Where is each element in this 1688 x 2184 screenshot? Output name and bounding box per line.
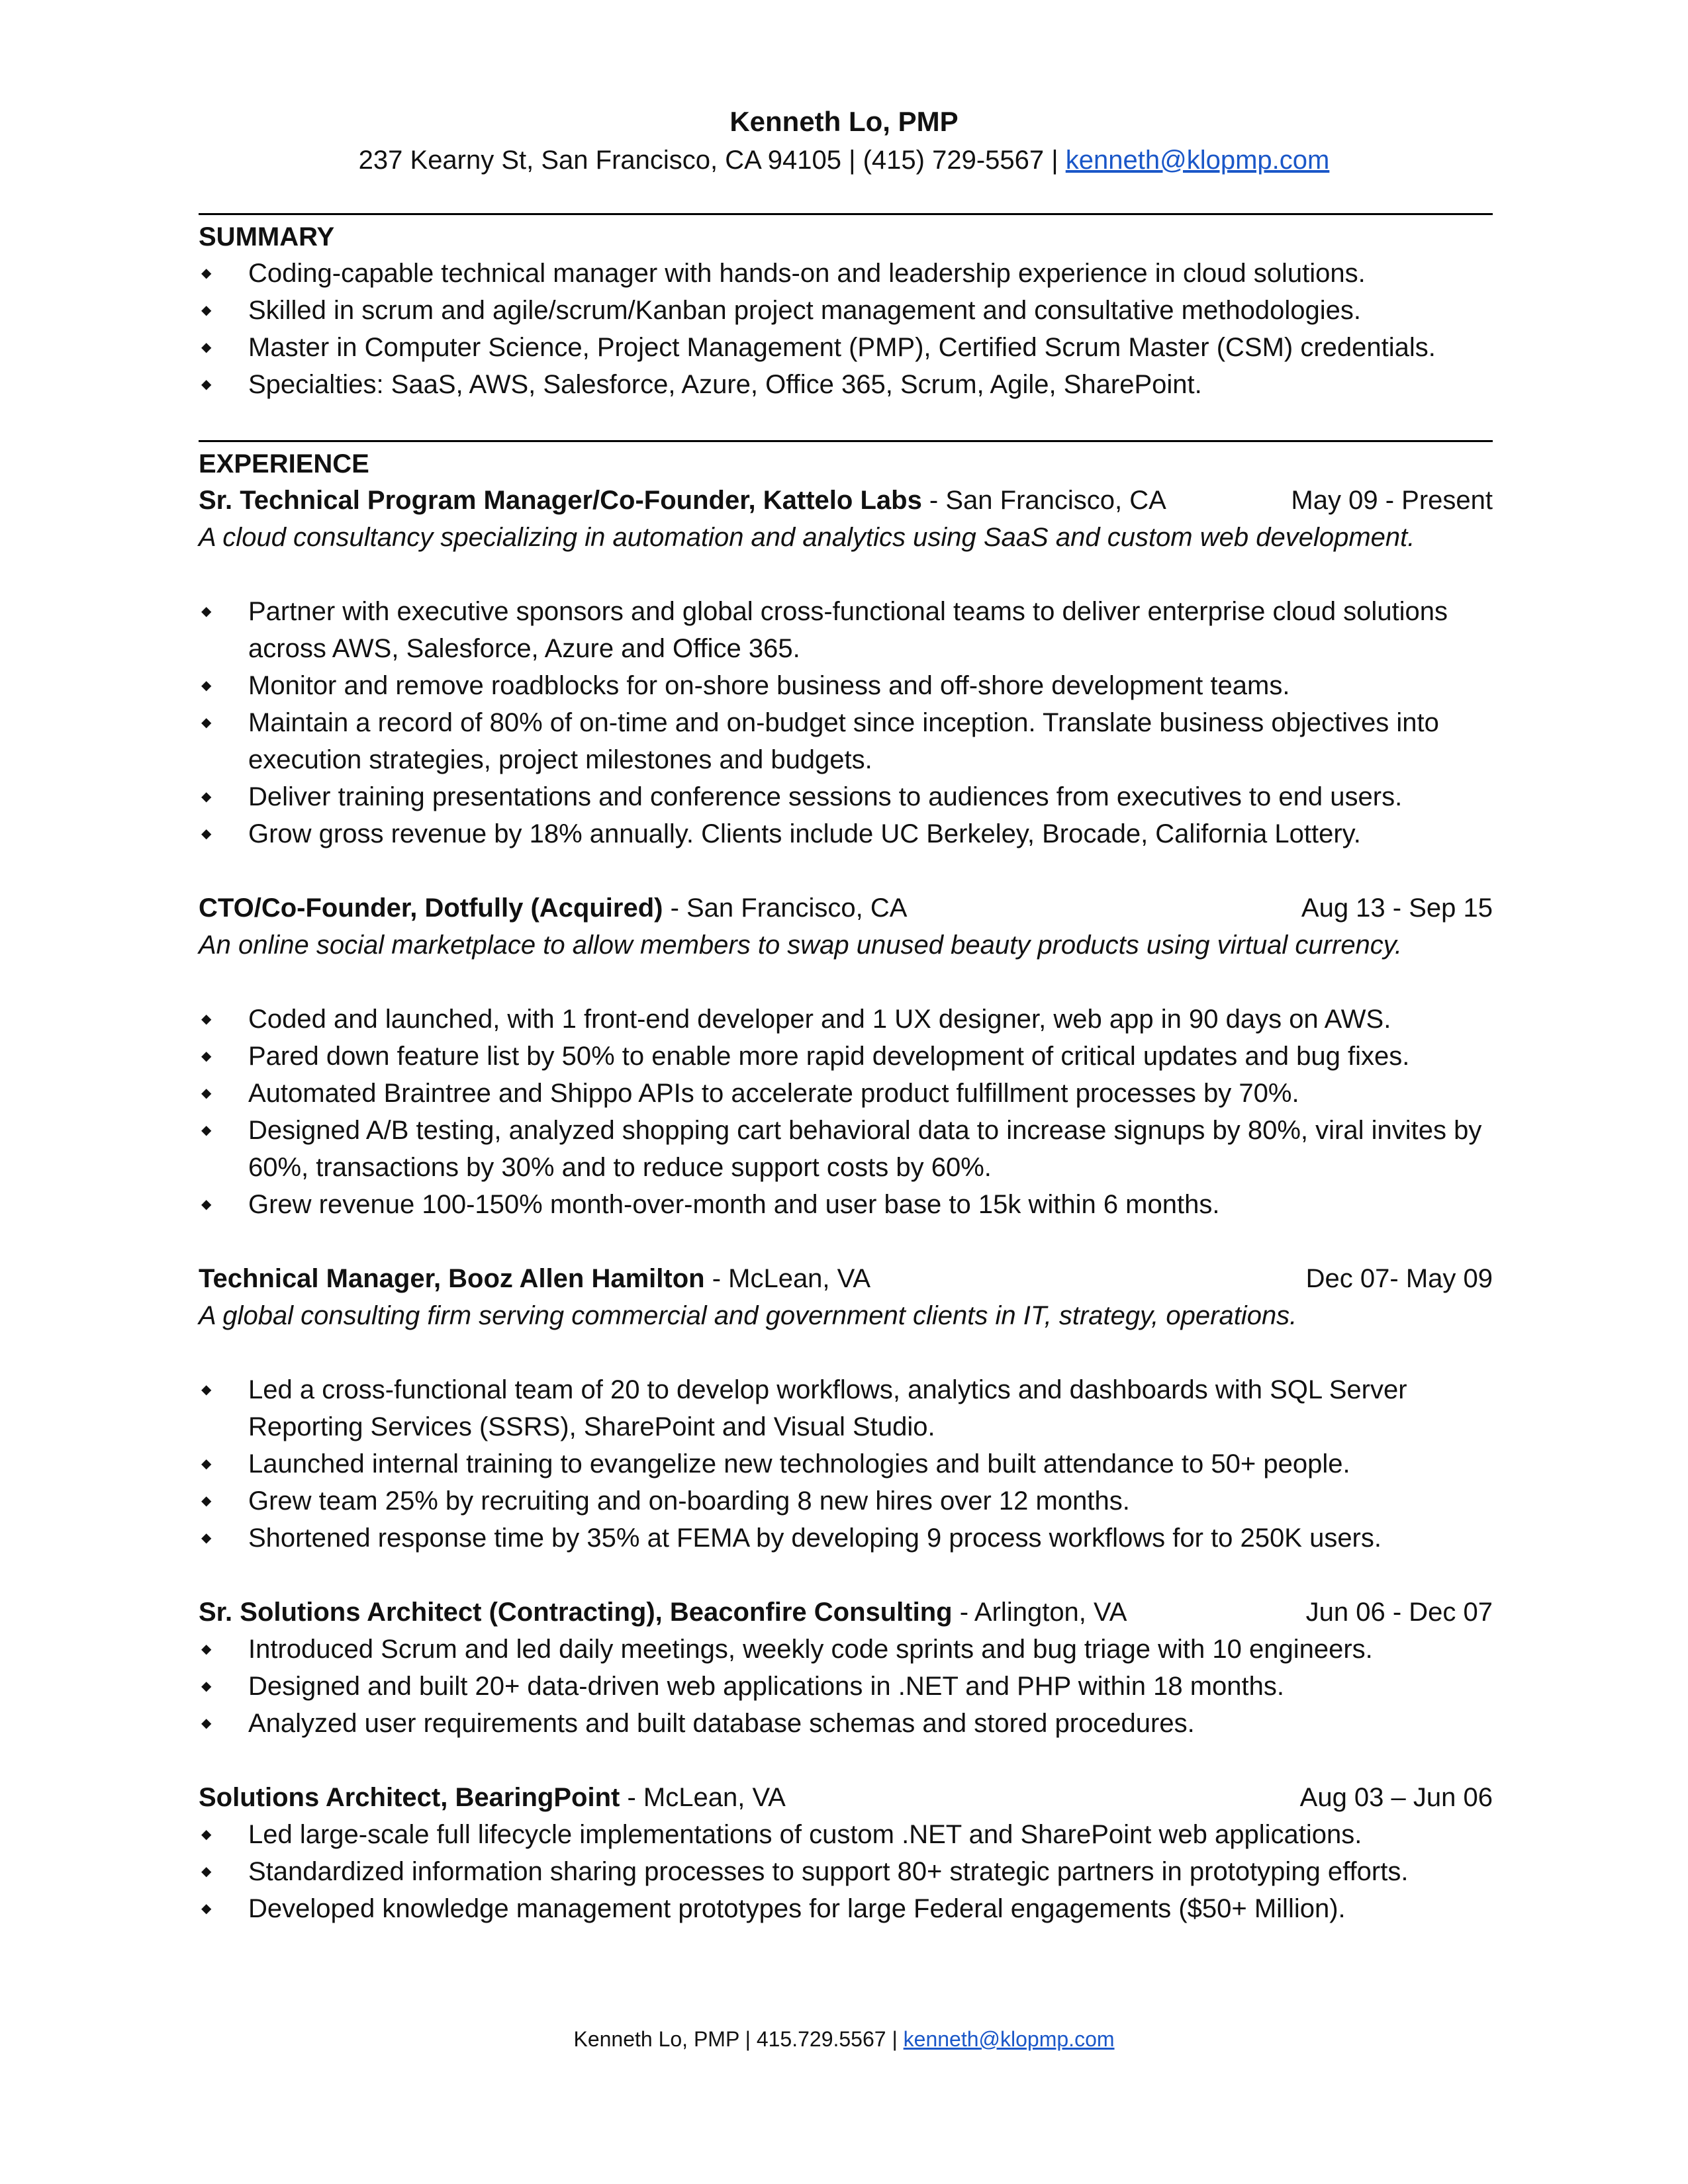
job-location: - San Francisco, CA — [663, 893, 908, 923]
job-dates: Jun 06 - Dec 07 — [1305, 1598, 1493, 1627]
diamond-bullet-icon: ◆ — [201, 678, 212, 693]
experience-title: EXPERIENCE — [199, 449, 369, 478]
job-bullets — [199, 1371, 1493, 1557]
job-bullets — [199, 1631, 1493, 1742]
job-header — [199, 482, 1493, 519]
job-entry — [199, 1260, 1493, 1557]
footer-email-link[interactable]: kenneth@klopmp.com — [903, 2027, 1115, 2051]
diamond-bullet-icon: ◆ — [201, 1679, 212, 1694]
diamond-bullet-icon: ◆ — [201, 1049, 212, 1064]
list-item: ◆ Coded and launched, with 1 front-end developer and 1 UX designer, web app in 90 days on AWS. — [199, 1001, 1493, 1038]
list-item: ◆ Analyzed user requirements and built database schemas and stored procedures. — [199, 1705, 1493, 1742]
job-header — [199, 1594, 1493, 1631]
job-bullets — [199, 1001, 1493, 1223]
diamond-bullet-icon: ◆ — [201, 266, 212, 281]
list-item: ◆ Designed A/B testing, analyzed shopping cart behavioral data to increase signups by 80%, viral invites by 60%, transactions by 30% and to reduce support costs by 60%. — [199, 1112, 1493, 1186]
diamond-bullet-icon: ◆ — [201, 1086, 212, 1101]
list-item: ◆ Designed and built 20+ data-driven web applications in .NET and PHP within 18 months. — [199, 1668, 1493, 1705]
list-item: ◆ Partner with executive sponsors and global cross-functional teams to deliver enterprise cloud solutions across AWS, Salesforce, Azure and Office 365. — [199, 593, 1493, 667]
diamond-bullet-icon: ◆ — [201, 1383, 212, 1397]
job-description: A global consulting firm serving commercial and government clients in IT, strategy, operations. — [199, 1301, 1297, 1330]
diamond-bullet-icon: ◆ — [201, 1864, 212, 1879]
diamond-bullet-icon: ◆ — [201, 1716, 212, 1731]
diamond-bullet-icon: ◆ — [201, 715, 212, 730]
candidate-name: Kenneth Lo, PMP — [729, 106, 959, 137]
footer-text: Kenneth Lo, PMP | 415.729.5567 | — [573, 2027, 904, 2051]
diamond-bullet-icon: ◆ — [201, 604, 212, 619]
job-title: Sr. Technical Program Manager/Co-Founder, Kattelo Labs — [199, 486, 922, 515]
job-title: Solutions Architect, BearingPoint — [199, 1783, 620, 1812]
summary-section — [199, 213, 1493, 403]
list-item: ◆ Skilled in scrum and agile/scrum/Kanban project management and consultative methodologies. — [199, 292, 1493, 329]
job-title: Technical Manager, Booz Allen Hamilton — [199, 1264, 705, 1293]
diamond-bullet-icon: ◆ — [201, 303, 212, 318]
job-entry — [199, 889, 1493, 1223]
list-item: ◆ Developed knowledge management prototypes for large Federal engagements ($50+ Million). — [199, 1890, 1493, 1927]
section-divider — [199, 213, 1493, 215]
job-entry — [199, 482, 1493, 852]
diamond-bullet-icon: ◆ — [201, 340, 212, 355]
diamond-bullet-icon: ◆ — [201, 377, 212, 392]
job-header — [199, 1779, 1493, 1816]
job-location: - Arlington, VA — [952, 1598, 1127, 1627]
summary-title: SUMMARY — [199, 222, 335, 251]
page-footer — [0, 2024, 1688, 2054]
list-item: ◆ Maintain a record of 80% of on-time and on-budget since inception. Translate business objectives into execution strategies, project milestones and budgets. — [199, 704, 1493, 778]
summary-list — [199, 255, 1493, 403]
list-item: ◆ Led a cross-functional team of 20 to develop workflows, analytics and dashboards with SQL Server Reporting Services (SSRS), SharePoint and Visual Studio. — [199, 1371, 1493, 1445]
job-dates: Aug 13 - Sep 15 — [1301, 893, 1493, 923]
list-item: ◆ Led large-scale full lifecycle implementations of custom .NET and SharePoint web applications. — [199, 1816, 1493, 1853]
email-link[interactable]: kenneth@klopmp.com — [1065, 146, 1330, 175]
diamond-bullet-icon: ◆ — [201, 1901, 212, 1916]
diamond-bullet-icon: ◆ — [201, 1531, 212, 1545]
job-dates: Dec 07- May 09 — [1305, 1264, 1493, 1293]
job-location: - San Francisco, CA — [921, 486, 1166, 515]
job-location: - McLean, VA — [704, 1264, 871, 1293]
job-bullets — [199, 1816, 1493, 1927]
experience-section — [199, 440, 1493, 1927]
diamond-bullet-icon: ◆ — [201, 827, 212, 841]
diamond-bullet-icon: ◆ — [201, 1494, 212, 1508]
list-item: ◆ Shortened response time by 35% at FEMA by developing 9 process workflows for to 250K users. — [199, 1520, 1493, 1557]
diamond-bullet-icon: ◆ — [201, 1642, 212, 1657]
job-header — [199, 1260, 1493, 1297]
resume-header — [0, 103, 1688, 179]
job-description: An online social marketplace to allow members to swap unused beauty products using virtual currency. — [199, 931, 1402, 960]
list-item: ◆ Pared down feature list by 50% to enable more rapid development of critical updates and bug fixes. — [199, 1038, 1493, 1075]
job-dates: Aug 03 – Jun 06 — [1299, 1783, 1493, 1812]
list-item: ◆ Deliver training presentations and conference sessions to audiences from executives to end users. — [199, 778, 1493, 815]
list-item: ◆ Specialties: SaaS, AWS, Salesforce, Azure, Office 365, Scrum, Agile, SharePoint. — [199, 366, 1493, 403]
job-entry — [199, 1594, 1493, 1742]
job-header — [199, 889, 1493, 927]
diamond-bullet-icon: ◆ — [201, 1012, 212, 1026]
job-dates: May 09 - Present — [1291, 486, 1493, 515]
contact-address-phone: 237 Kearny St, San Francisco, CA 94105 | (415) 729-5567 | — [358, 146, 1066, 175]
diamond-bullet-icon: ◆ — [201, 790, 212, 804]
list-item: ◆ Master in Computer Science, Project Management (PMP), Certified Scrum Master (CSM) credentials. — [199, 329, 1493, 366]
list-item: ◆ Grew revenue 100-150% month-over-month and user base to 15k within 6 months. — [199, 1186, 1493, 1223]
list-item: ◆ Coding-capable technical manager with hands-on and leadership experience in cloud solutions. — [199, 255, 1493, 292]
diamond-bullet-icon: ◆ — [201, 1197, 212, 1212]
job-bullets — [199, 593, 1493, 852]
job-title: CTO/Co-Founder, Dotfully (Acquired) — [199, 893, 663, 923]
job-description: A cloud consultancy specializing in automation and analytics using SaaS and custom web development. — [199, 523, 1415, 552]
job-entry — [199, 1779, 1493, 1927]
list-item: ◆ Launched internal training to evangelize new technologies and built attendance to 50+ people. — [199, 1445, 1493, 1482]
list-item: ◆ Monitor and remove roadblocks for on-shore business and off-shore development teams. — [199, 667, 1493, 704]
list-item: ◆ Grew team 25% by recruiting and on-boarding 8 new hires over 12 months. — [199, 1482, 1493, 1520]
list-item: ◆ Grow gross revenue by 18% annually. Clients include UC Berkeley, Brocade, California Lottery. — [199, 815, 1493, 852]
section-divider — [199, 440, 1493, 442]
list-item: ◆ Introduced Scrum and led daily meetings, weekly code sprints and bug triage with 10 engineers. — [199, 1631, 1493, 1668]
contact-line — [0, 141, 1688, 179]
list-item: ◆ Automated Braintree and Shippo APIs to accelerate product fulfillment processes by 70%. — [199, 1075, 1493, 1112]
job-title: Sr. Solutions Architect (Contracting), Beaconfire Consulting — [199, 1598, 953, 1627]
diamond-bullet-icon: ◆ — [201, 1123, 212, 1138]
job-location: - McLean, VA — [620, 1783, 786, 1812]
diamond-bullet-icon: ◆ — [201, 1827, 212, 1842]
list-item: ◆ Standardized information sharing processes to support 80+ strategic partners in prototyping efforts. — [199, 1853, 1493, 1890]
diamond-bullet-icon: ◆ — [201, 1457, 212, 1471]
